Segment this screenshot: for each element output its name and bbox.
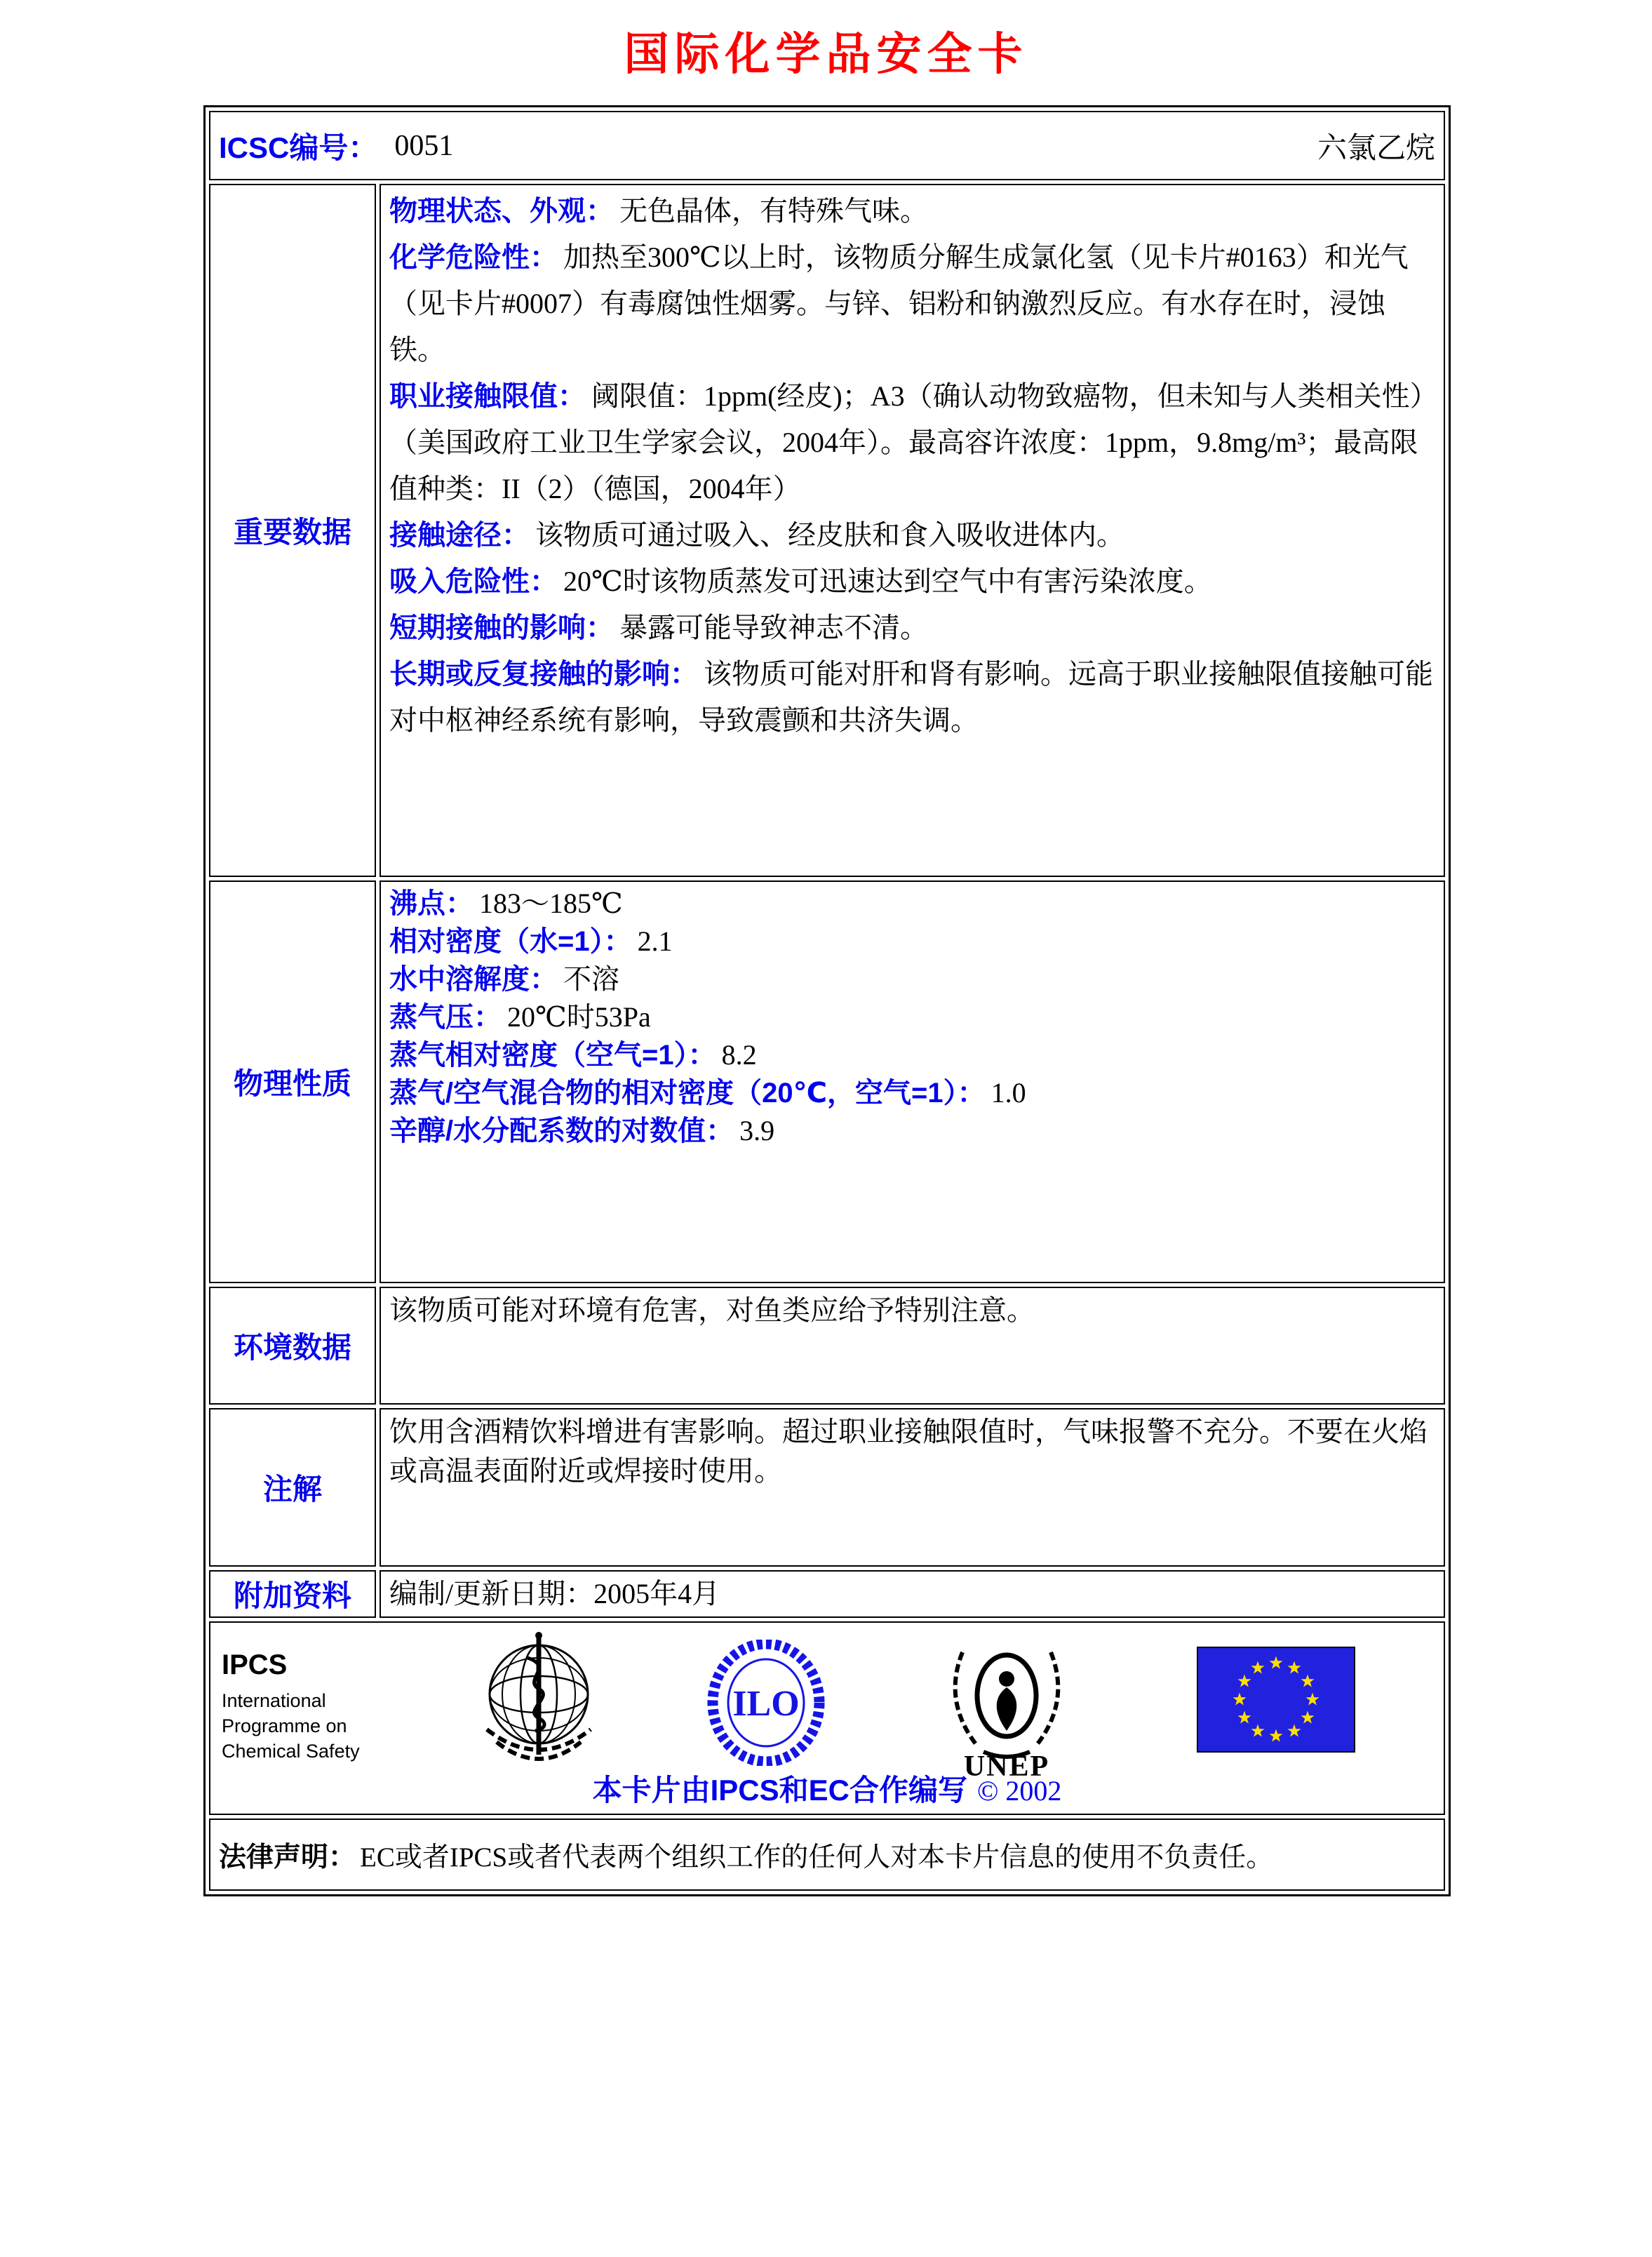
field-row — [389, 1112, 1435, 1150]
field-value: 183～185℃ — [479, 888, 623, 919]
field-value: 该物质可能对环境有危害，对鱼类应给予特别注意。 — [389, 1294, 1035, 1326]
environmental-data-content — [380, 1287, 1445, 1405]
field-value: 20℃时该物质蒸发可迅速达到空气中有害污染浓度。 — [563, 565, 1212, 597]
field-row — [389, 234, 1435, 373]
footer-caption — [210, 1767, 1444, 1809]
field-row — [389, 960, 1435, 998]
ilo-logo-icon — [706, 1640, 826, 1766]
field-label: 化学危险性： — [389, 242, 558, 273]
unep-logo-icon — [940, 1631, 1073, 1780]
field-label: 接触途径： — [389, 520, 530, 551]
row-label-additional-info: 附加资料 — [209, 1570, 376, 1618]
field-row — [389, 885, 1435, 923]
ipcs-acronym: IPCS — [222, 1649, 288, 1680]
field-row — [389, 998, 1435, 1036]
important-data-row — [209, 184, 1445, 877]
copyright-text: © 2002 — [976, 1775, 1062, 1807]
field-value: 3.9 — [739, 1115, 775, 1146]
field-row — [389, 1036, 1435, 1074]
logos-cell — [209, 1621, 1445, 1815]
who-logo-icon — [469, 1630, 609, 1774]
field-label: 辛醇/水分配系数的对数值： — [389, 1116, 734, 1146]
legal-text: EC或者IPCS或者代表两个组织工作的任何人对本卡片信息的使用不负责任。 — [360, 1842, 1274, 1873]
physical-properties-row — [209, 880, 1445, 1283]
field-row — [389, 1074, 1435, 1112]
page-title: 国际化学品安全卡 — [624, 29, 1028, 79]
ipcs-line: International — [222, 1690, 326, 1711]
ipcs-line: Programme on — [222, 1715, 347, 1736]
notes-row — [209, 1408, 1445, 1567]
eu-flag-icon — [1197, 1647, 1355, 1753]
logos-row — [209, 1621, 1445, 1815]
additional-info-row — [209, 1570, 1445, 1618]
header-cell — [209, 111, 1445, 180]
field-label: 长期或反复接触的影响： — [389, 659, 698, 690]
field-row — [389, 188, 1435, 234]
environmental-data-row — [209, 1287, 1445, 1405]
field-value: 1.0 — [990, 1077, 1026, 1109]
caption-text: 本卡片由IPCS和EC合作编写 — [592, 1774, 967, 1807]
icsc-number-value: 0051 — [394, 129, 454, 162]
header-row — [209, 111, 1445, 180]
icsc-card-table — [203, 105, 1451, 1896]
row-label-notes: 注解 — [209, 1408, 376, 1567]
row-label-environmental-data: 环境数据 — [209, 1287, 376, 1405]
field-label: 沸点： — [389, 888, 474, 919]
notes-content — [380, 1408, 1445, 1567]
icsc-number-label: ICSC编号： — [219, 130, 378, 164]
field-value: 20℃时53Pa — [507, 1001, 651, 1033]
legal-row — [209, 1819, 1445, 1891]
unep-logo-text: UNEP — [963, 1750, 1050, 1780]
field-row — [389, 558, 1435, 605]
field-value: 2.1 — [637, 925, 673, 957]
row-label-physical-properties: 物理性质 — [209, 880, 376, 1283]
ipcs-text-block — [222, 1649, 360, 1764]
additional-info-content: 编制/更新日期：2005年4月 — [380, 1570, 1445, 1618]
physical-properties-content — [380, 880, 1445, 1283]
field-label: 水中溶解度： — [389, 964, 558, 995]
field-value: 暴露可能导致神志不清。 — [619, 612, 928, 643]
field-value: 加热至300℃以上时，该物质分解生成氯化氢（见卡片#0163）和光气（见卡片#0007）有毒腐蚀性烟雾。与锌、铝粉和钠激烈反应。有水存在时，浸蚀铁。 — [389, 241, 1409, 366]
field-value: 不溶 — [563, 963, 619, 995]
important-data-content — [380, 184, 1445, 877]
field-row — [389, 651, 1435, 744]
ilo-logo-text: ILO — [732, 1684, 800, 1724]
field-row — [389, 923, 1435, 960]
chemical-name: 六氯乙烷 — [1317, 132, 1435, 165]
legal-cell — [209, 1819, 1445, 1891]
field-row — [389, 373, 1435, 512]
field-value: 无色晶体，有特殊气味。 — [619, 195, 928, 227]
field-label: 蒸气/空气混合物的相对密度（20℃，空气=1）： — [389, 1078, 986, 1109]
field-label: 吸入危险性： — [389, 566, 558, 597]
field-value: 该物质可通过吸入、经皮肤和食入吸收进体内。 — [535, 519, 1124, 551]
field-label: 蒸气压： — [389, 1002, 502, 1033]
row-label-important-data: 重要数据 — [209, 184, 376, 877]
field-label: 职业接触限值： — [389, 381, 586, 412]
field-row — [389, 605, 1435, 651]
field-label: 蒸气相对密度（空气=1）： — [389, 1040, 716, 1071]
field-label: 物理状态、外观： — [389, 196, 614, 227]
field-row — [389, 512, 1435, 558]
field-value: 8.2 — [721, 1039, 757, 1071]
legal-label: 法律声明： — [219, 1842, 356, 1873]
field-label: 相对密度（水=1）： — [389, 926, 632, 957]
field-value: 阈限值：1ppm(经皮)；A3（确认动物致癌物，但未知与人类相关性）（美国政府工业卫生学家会议，2004年）。最高容许浓度：1ppm，9.8mg/m³；最高限值种类：II（2）（德国，2004年） — [389, 380, 1424, 504]
field-value: 饮用含酒精饮料增进有害影响。超过职业接触限值时，气味报警不充分。不要在火焰或高温表面附近或焊接时使用。 — [389, 1416, 1428, 1487]
field-label: 短期接触的影响： — [389, 612, 614, 643]
field-value: 该物质可能对肝和肾有影响。远高于职业接触限值接触可能对中枢神经系统有影响，导致震颤和共济失调。 — [389, 658, 1433, 736]
ipcs-line: Chemical Safety — [222, 1741, 360, 1762]
